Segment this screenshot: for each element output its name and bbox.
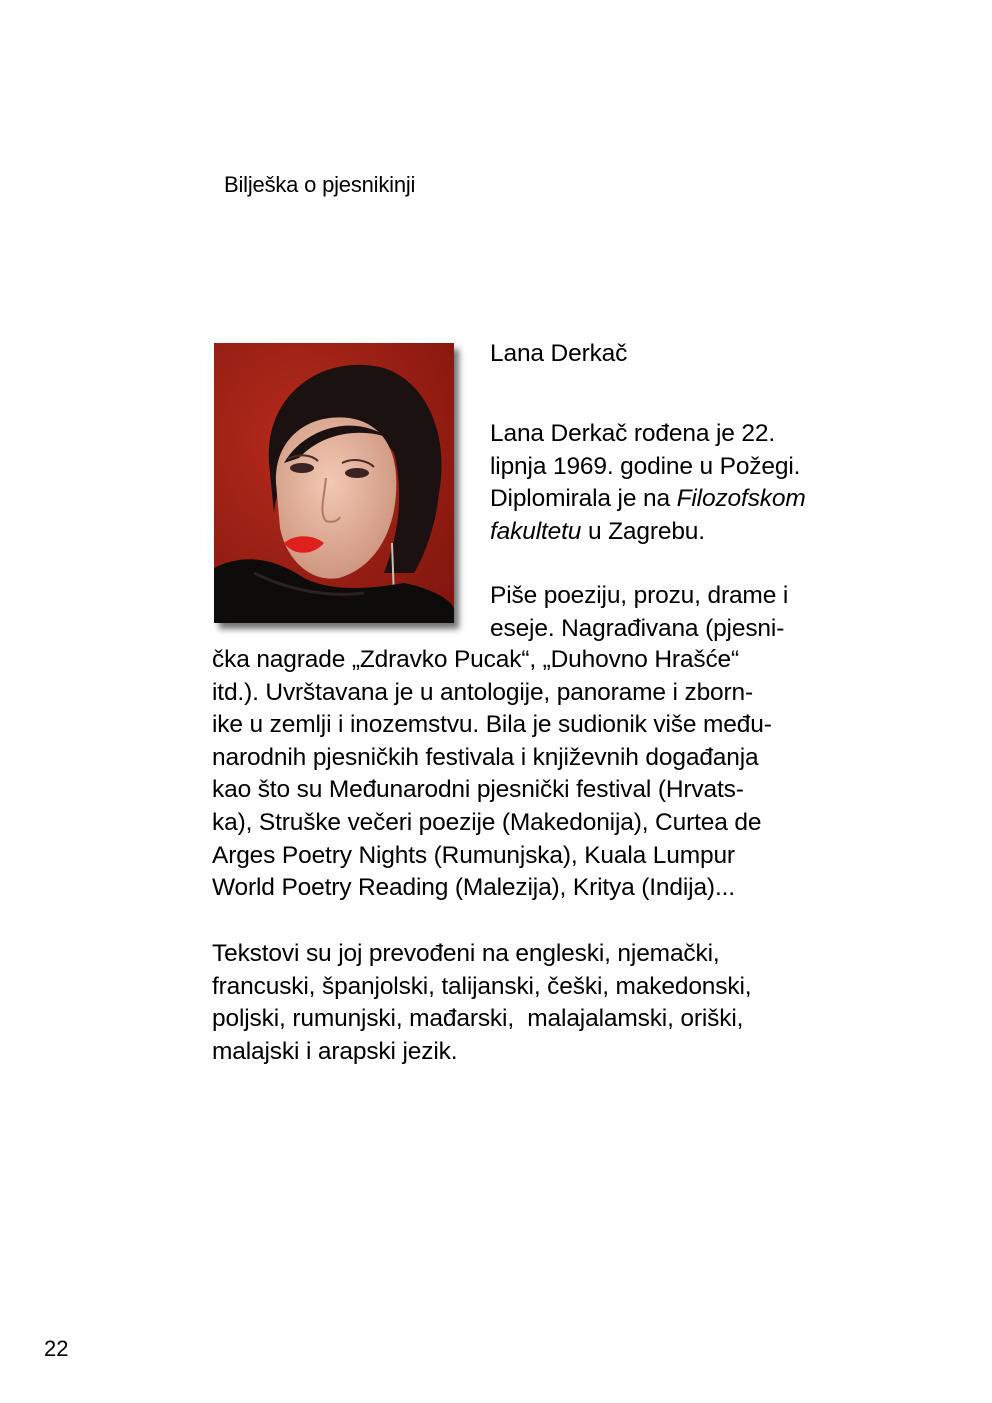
translations-line: poljski, rumunjski, mađarski, malajalamski, oriški, [212,1005,744,1033]
bio-birth-line [490,516,806,549]
author-photo [214,343,454,623]
author-name: Lana Derkač [490,340,628,367]
bio-work-line: Arges Poetry Nights (Rumunjska), Kuala Lumpur [212,841,735,869]
bio-work-line: narodnih pjesničkih festivala i književnih događanja [212,743,759,771]
bio-text: u Zagrebu. [581,517,705,545]
bio-work-intro [490,580,788,645]
bio-work-line: čka nagrade „Zdravko Pucak“, „Duhovno Hrašće“ [212,646,740,673]
faculty-name: Filozofskom [676,485,806,513]
translations-line: malajski i arapski jezik. [212,1037,458,1065]
page-heading: Bilješka o pjesnikinji [224,172,416,197]
bio-work-paragraph [212,644,772,905]
bio-work-line: World Poetry Reading (Malezija), Kritya (Indija)... [212,874,735,902]
translations-line: Tekstovi su joj prevođeni na engleski, njemački, [212,940,720,967]
bio-birth-line: lipnja 1969. godine u Požegi. [490,452,801,480]
bio-birth-paragraph [490,418,806,548]
bio-work-line: eseje. Nagrađivana (pjesni- [490,614,785,642]
bio-work-line: ka), Struške večeri poezije (Makedonija), Curtea de [212,808,762,836]
faculty-name: fakultetu [490,517,582,545]
bio-birth-line: Lana Derkač rođena je 22. [490,420,775,447]
translations-line: francuski, španjolski, talijanski, češki, makedonski, [212,972,752,1000]
bio-work-line: Piše poeziju, prozu, drame i [490,582,789,609]
bio-text: Diplomirala je na [490,485,677,513]
bio-work-line: ike u zemlji i inozemstvu. Bila je sudionik više među- [212,711,772,739]
page-number: 22 [44,1336,69,1361]
bio-work-line: kao što su Međunarodni pjesnički festival (Hrvats- [212,776,744,804]
translations-paragraph [212,938,751,1068]
portrait-photo-icon [214,343,454,623]
bio-birth-line [490,483,806,516]
bio-work-line: itd.). Uvrštavana je u antologije, panorame i zborn- [212,678,754,706]
